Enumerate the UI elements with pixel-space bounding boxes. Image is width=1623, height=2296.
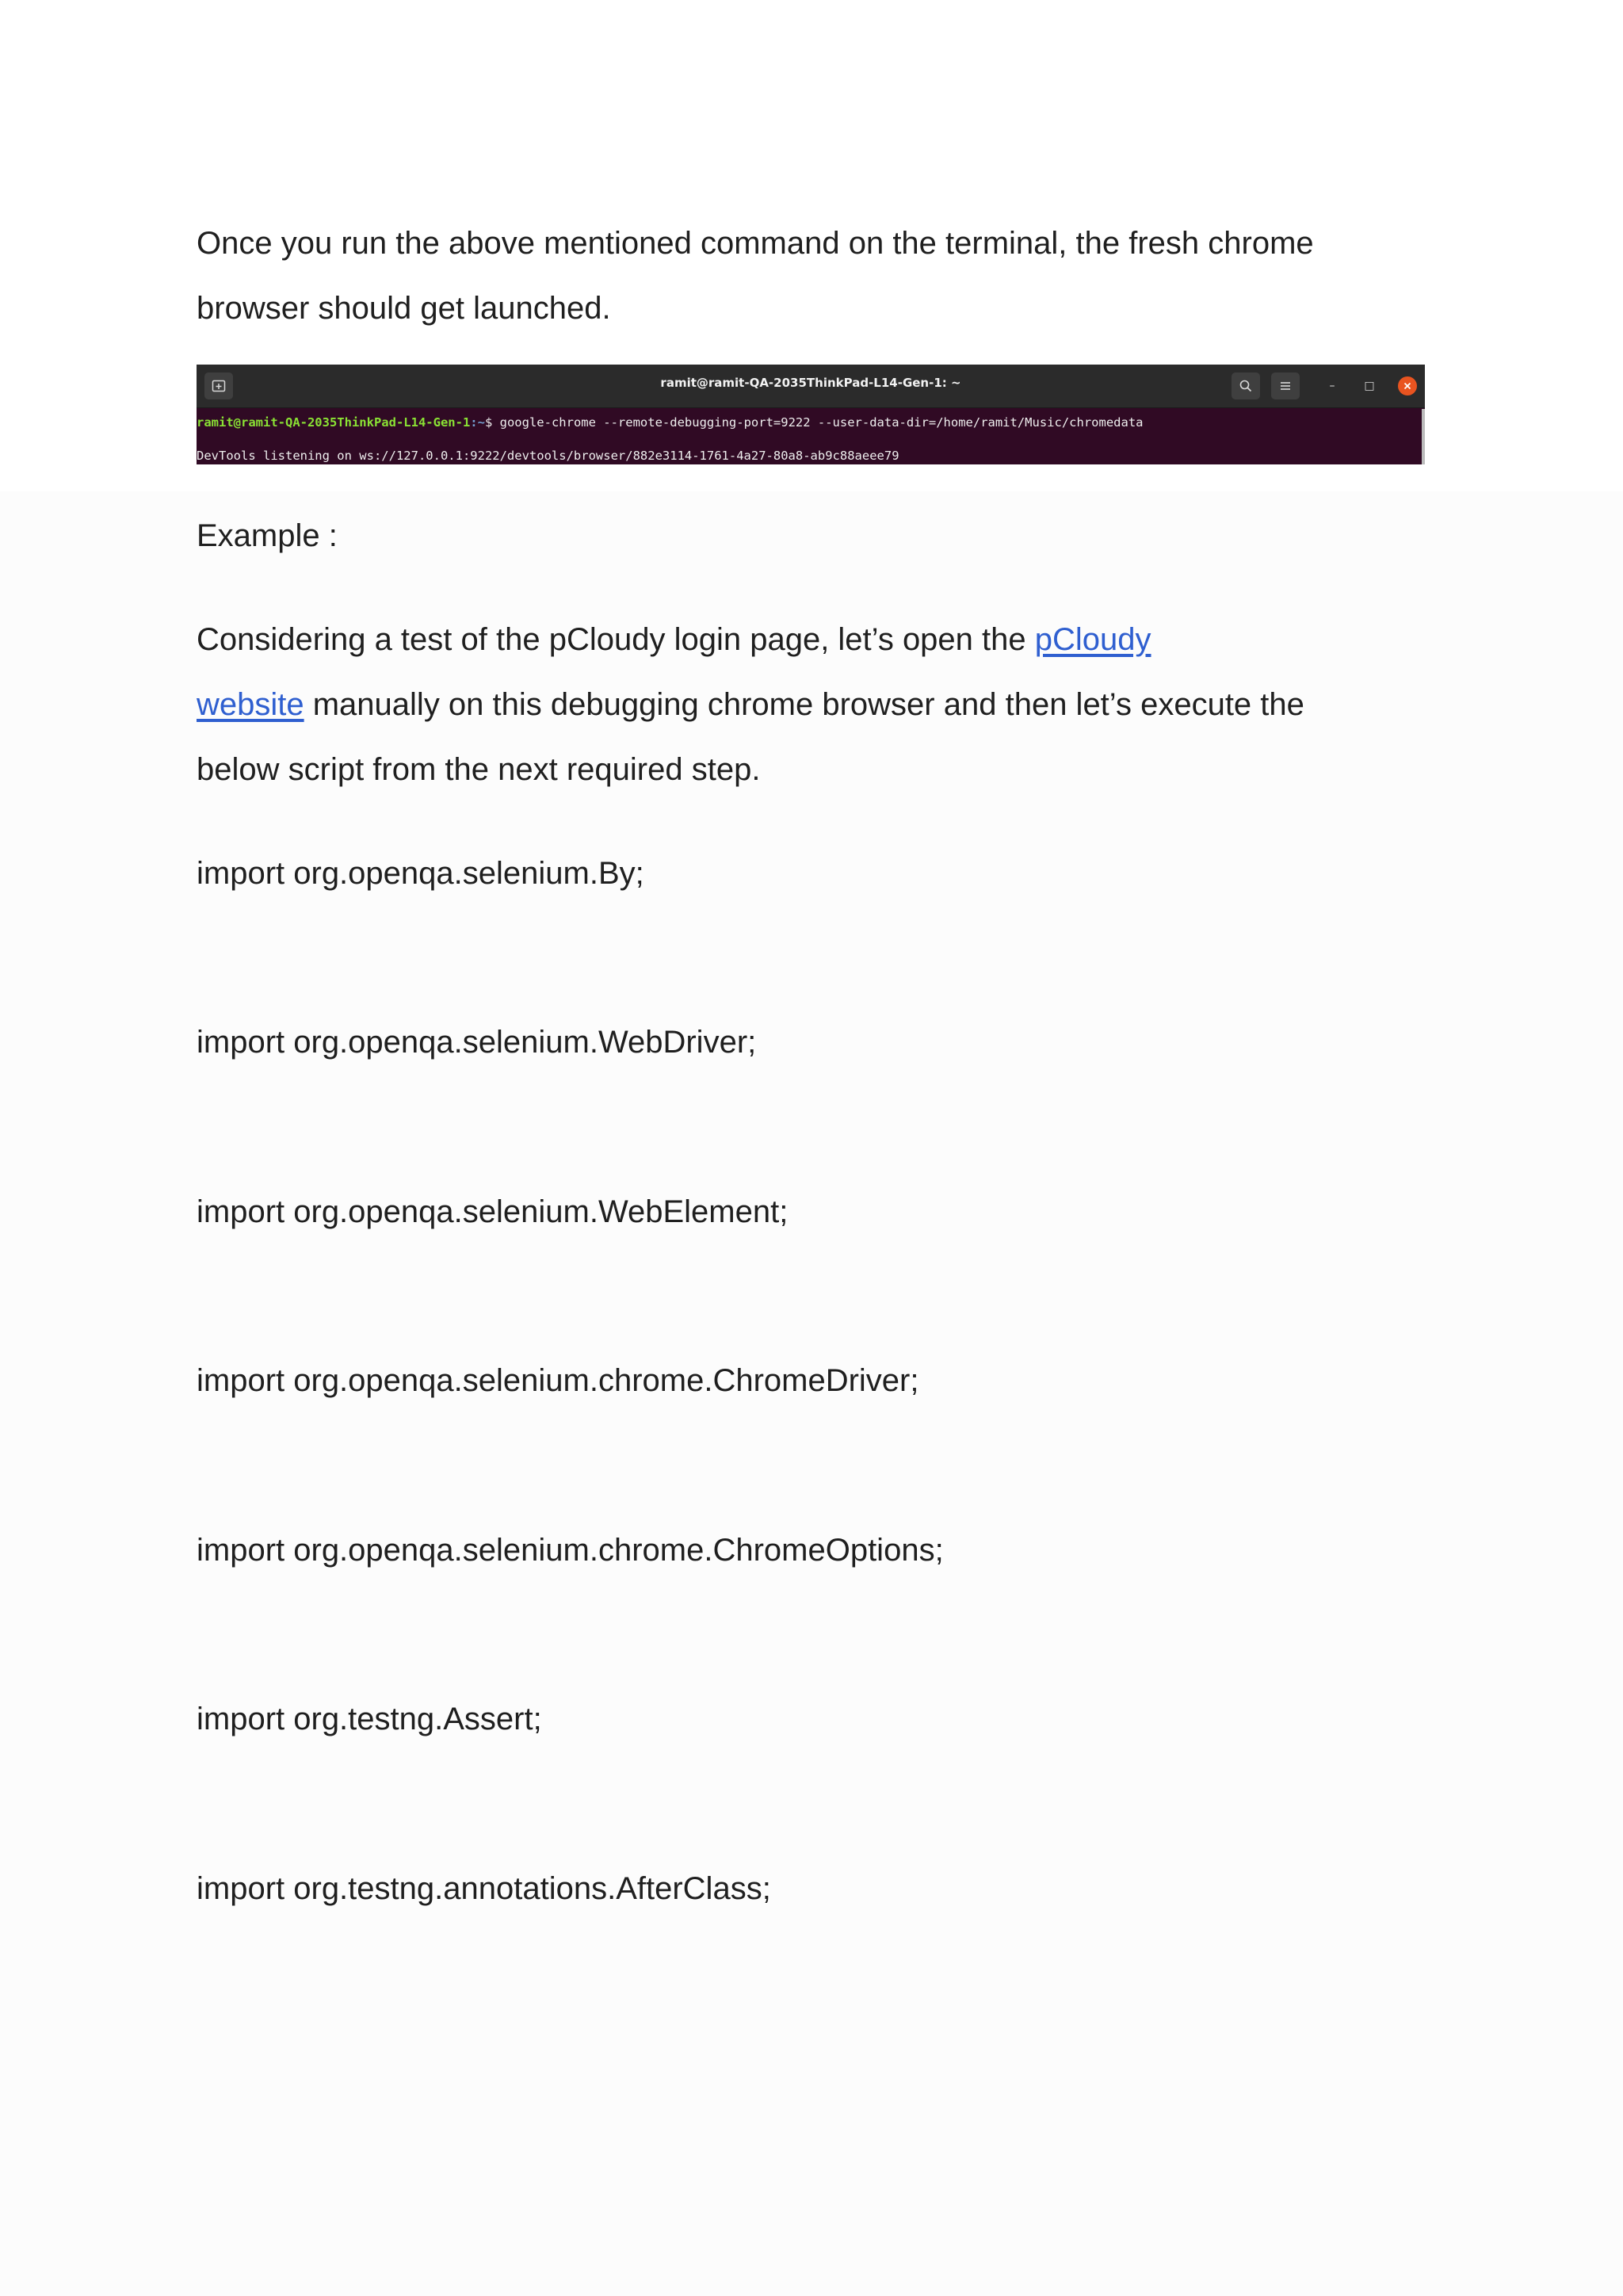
considering-text-2: manually on this debugging chrome browser and then let’s execute the	[304, 687, 1304, 722]
maximize-icon[interactable]: □	[1364, 380, 1375, 392]
terminal-screenshot	[197, 365, 1425, 464]
pcloudy-website-link-part1[interactable]: pCloudy	[1034, 622, 1151, 657]
search-icon[interactable]	[1232, 372, 1260, 399]
terminal-title: ramit@ramit-QA-2035ThinkPad-L14-Gen-1: ~	[660, 376, 961, 390]
intro-line-2: browser should get launched.	[197, 291, 611, 326]
import-line: import org.testng.annotations.AfterClass;	[197, 1871, 771, 1906]
terminal-titlebar	[197, 365, 1425, 408]
terminal-prompt-path: :~	[470, 415, 485, 430]
considering-line-3: below script from the next required step.	[197, 752, 761, 787]
terminal-prompt-symbol: $	[484, 415, 500, 430]
hamburger-menu-icon[interactable]	[1271, 372, 1300, 399]
import-line: import org.openqa.selenium.By;	[197, 856, 644, 891]
considering-text-1: Considering a test of the pCloudy login page, let’s open the	[197, 622, 1035, 657]
example-heading: Example :	[197, 518, 338, 553]
terminal-output-line: DevTools listening on ws://127.0.0.1:9222/devtools/browser/882e3114-1761-4a27-80a8-ab9c88aeee79	[197, 449, 899, 463]
pcloudy-website-link-part2[interactable]: website	[197, 687, 304, 722]
import-line: import org.openqa.selenium.WebDriver;	[197, 1025, 757, 1060]
terminal-command-line	[197, 415, 1144, 430]
terminal-prompt-user: ramit@ramit-QA-2035ThinkPad-L14-Gen-1	[197, 415, 471, 430]
import-line: import org.openqa.selenium.chrome.ChromeOptions;	[197, 1533, 944, 1568]
import-line: import org.openqa.selenium.chrome.ChromeDriver;	[197, 1363, 919, 1398]
import-line: import org.openqa.selenium.WebElement;	[197, 1194, 789, 1229]
terminal-command: google-chrome --remote-debugging-port=9222 --user-data-dir=/home/ramit/Music/chromedata	[499, 415, 1144, 430]
considering-line-1	[197, 607, 1151, 672]
considering-line-2	[197, 672, 1304, 737]
terminal-scrollbar[interactable]	[1422, 409, 1425, 464]
close-icon[interactable]	[1398, 376, 1417, 395]
import-line: import org.testng.Assert;	[197, 1702, 542, 1736]
intro-line-1: Once you run the above mentioned command on the terminal, the fresh chrome	[197, 226, 1314, 261]
minimize-icon[interactable]: –	[1329, 380, 1335, 392]
